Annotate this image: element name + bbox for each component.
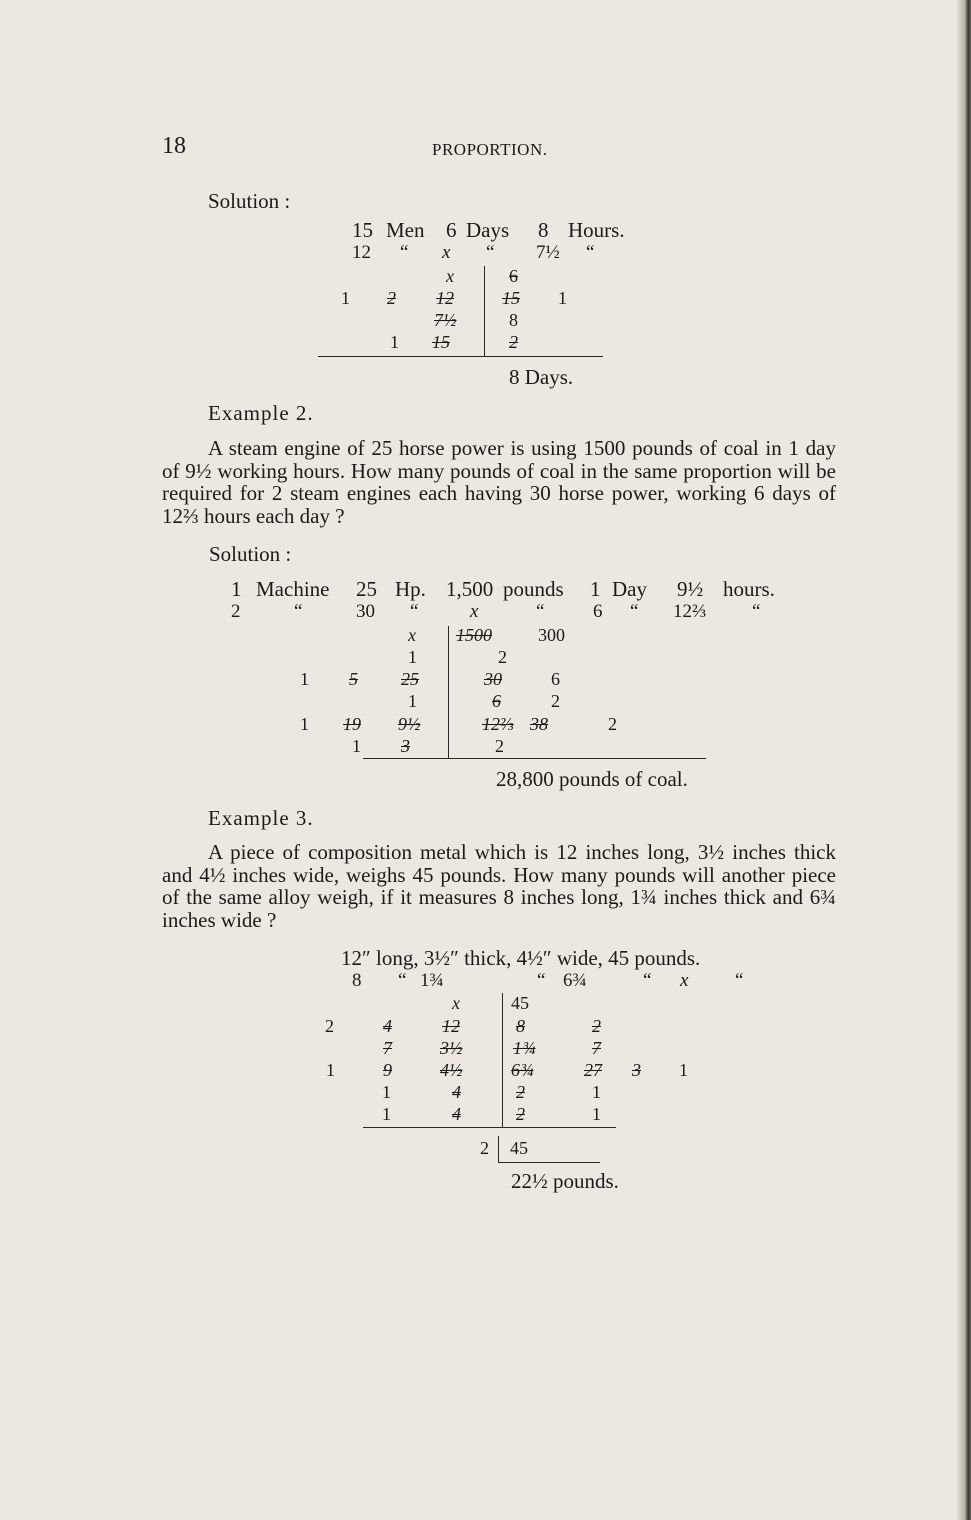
e3-row2: “ — [398, 970, 407, 991]
e2-divider-vertical — [448, 626, 449, 758]
e2-work: 1 — [300, 714, 309, 734]
e2-work: 1 — [300, 669, 309, 689]
e3-work-cancel: 4 — [452, 1104, 461, 1124]
e3-final-underline — [498, 1162, 600, 1163]
s1-row1-days-count: 6 — [446, 218, 457, 242]
e3-work-cancel: 9 — [383, 1060, 392, 1080]
example-3-heading: Example 3. — [208, 806, 314, 830]
e3-work: x — [452, 993, 460, 1013]
e2-answer: 28,800 pounds of coal. — [496, 767, 688, 791]
s1-work-cancel: 6 — [509, 266, 518, 286]
e2-row2: “ — [536, 601, 545, 622]
e3-row2: “ — [643, 970, 652, 991]
e2-row1: pounds — [503, 577, 564, 601]
s1-row1-hours-count: 8 — [538, 218, 549, 242]
e3-row2: 1¾ — [420, 970, 444, 991]
s1-row2-hours: 7½ — [536, 242, 560, 263]
e2-row2: 12⅔ — [673, 601, 707, 622]
e2-row2: “ — [294, 601, 303, 622]
e3-work: 1 — [679, 1060, 688, 1080]
e2-work-cancel: 25 — [401, 669, 419, 689]
e2-row2: x — [470, 601, 479, 622]
e2-row1: Day — [612, 577, 647, 601]
e3-row1: 12″ long, 3½″ thick, 4½″ wide, 45 pounds. — [341, 946, 701, 970]
example-3-text: A piece of composition metal which is 12 inches long, 3½ inches thick and 4½ inches wide, weighs 45 pounds. How many pounds will another piece of the same alloy weigh, if it measures 8 inches long, 1¾ inches thick and 6¾ inches wide ? — [162, 840, 836, 932]
e2-work-cancel: 1500 — [456, 625, 492, 645]
e2-row1: 1 — [590, 577, 601, 601]
example-2-solution-label: Solution : — [209, 542, 292, 566]
e2-work: 1 — [408, 647, 417, 667]
running-title: PROPORTION. — [432, 140, 548, 159]
e2-row1: Machine — [256, 577, 330, 601]
e2-work: x — [408, 625, 416, 645]
s1-row2-ditto: “ — [400, 242, 409, 263]
e3-final-bracket — [498, 1136, 499, 1162]
e2-row1: hours. — [723, 577, 775, 601]
e3-row2: x — [680, 970, 689, 991]
e2-row2: “ — [630, 601, 639, 622]
e2-work-cancel: 6 — [492, 691, 501, 711]
e2-work-cancel: 38 — [530, 714, 548, 734]
e3-row2: 6¾ — [563, 970, 587, 991]
s1-work-num: 1 — [558, 288, 567, 308]
e3-work: 1 — [592, 1104, 601, 1124]
e2-row1: Hp. — [395, 577, 426, 601]
e3-work-cancel: 1¾ — [513, 1038, 536, 1058]
solution-label: Solution : — [208, 189, 291, 213]
e2-work: 300 — [538, 625, 565, 645]
e3-work-cancel: 7 — [383, 1038, 392, 1058]
e2-row2: 30 — [356, 601, 375, 622]
e3-work: 1 — [326, 1060, 335, 1080]
e2-work-cancel: 3 — [401, 736, 410, 756]
e3-work-cancel: 6¾ — [511, 1060, 534, 1080]
page-edge-shadow — [957, 0, 971, 1520]
s1-divider-horizontal — [318, 356, 603, 357]
e3-row2: 8 — [352, 970, 362, 991]
e3-work-cancel: 2 — [592, 1016, 601, 1036]
s1-work-cancel: 12 — [436, 288, 454, 308]
e3-work-cancel: 27 — [584, 1060, 602, 1080]
e3-work: 2 — [325, 1016, 334, 1036]
e2-row2: 2 — [231, 601, 241, 622]
e2-row2: 6 — [593, 601, 603, 622]
s1-answer: 8 Days. — [509, 365, 574, 389]
s1-row2-x: x — [442, 242, 451, 263]
s1-work-cancel: 15 — [432, 332, 450, 352]
e3-work-cancel: 4½ — [440, 1060, 463, 1080]
s1-work-num: 1 — [390, 332, 399, 352]
e2-work: 2 — [608, 714, 617, 734]
e2-row2: “ — [752, 601, 761, 622]
page-number: 18 — [162, 133, 186, 159]
s1-work-cancel: 2 — [509, 332, 518, 352]
e3-work-cancel: 4 — [383, 1016, 392, 1036]
e2-work: 2 — [495, 736, 504, 756]
e3-row2: “ — [537, 970, 546, 991]
e3-work: 45 — [511, 993, 529, 1013]
e3-work-cancel: 7 — [592, 1038, 601, 1058]
s1-work-cancel: 15 — [502, 288, 520, 308]
e3-final-dividend: 45 — [510, 1138, 528, 1158]
s1-row1-men-count: 15 — [352, 218, 373, 242]
e3-final-divisor: 2 — [480, 1138, 489, 1158]
e2-work: 2 — [551, 691, 560, 711]
s1-row1-men-label: Men — [386, 218, 425, 242]
e3-work-cancel: 2 — [516, 1082, 525, 1102]
example-2-text: A steam engine of 25 horse power is using 1500 pounds of coal in 1 day of 9½ working hours. How many pounds of coal in the same proportion will be required for 2 steam engines each having 30 horse power, working 6 days of 12⅔ hours each day ? — [162, 436, 836, 528]
s1-work-num: 8 — [509, 310, 518, 330]
e2-divider-horizontal — [363, 758, 706, 759]
e3-work-cancel: 8 — [516, 1016, 525, 1036]
e2-work-cancel: 5 — [349, 669, 358, 689]
e2-work-cancel: 12⅔ — [482, 714, 514, 734]
e3-row2: “ — [735, 970, 744, 991]
e2-row1: 1 — [231, 577, 242, 601]
e2-work: 6 — [551, 669, 560, 689]
e3-work-cancel: 3 — [632, 1060, 641, 1080]
s1-row2-men: 12 — [352, 242, 371, 263]
e3-divider-vertical — [502, 993, 503, 1127]
s1-row1-days-label: Days — [466, 218, 510, 242]
e2-work: 2 — [498, 647, 507, 667]
s1-divider-vertical — [484, 266, 485, 356]
e2-row1: 1,500 — [446, 577, 494, 601]
e3-work-cancel: 2 — [516, 1104, 525, 1124]
e2-row2: “ — [410, 601, 419, 622]
e2-row1: 25 — [356, 577, 377, 601]
e2-work-cancel: 30 — [484, 669, 502, 689]
e2-work: 1 — [352, 736, 361, 756]
e2-work-cancel: 19 — [343, 714, 361, 734]
s1-work-cancel: 2 — [387, 288, 396, 308]
e3-work-cancel: 3½ — [440, 1038, 463, 1058]
e2-work: 1 — [408, 691, 417, 711]
e3-work: 1 — [592, 1082, 601, 1102]
e3-answer: 22½ pounds. — [511, 1169, 619, 1193]
e3-divider-horizontal — [363, 1127, 616, 1128]
s1-work-cancel: 7½ — [434, 310, 457, 330]
example-2-heading: Example 2. — [208, 401, 314, 425]
s1-work-num: 1 — [341, 288, 350, 308]
e2-work-cancel: 9½ — [398, 714, 421, 734]
s1-work-x: x — [446, 266, 454, 286]
e3-work: 1 — [382, 1104, 391, 1124]
s1-row2-ditto: “ — [586, 242, 595, 263]
s1-row2-ditto: “ — [486, 242, 495, 263]
e2-row1: 9½ — [677, 577, 704, 601]
e3-work-cancel: 4 — [452, 1082, 461, 1102]
e3-work: 1 — [382, 1082, 391, 1102]
s1-row1-hours-label: Hours. — [568, 218, 625, 242]
e3-work-cancel: 12 — [442, 1016, 460, 1036]
